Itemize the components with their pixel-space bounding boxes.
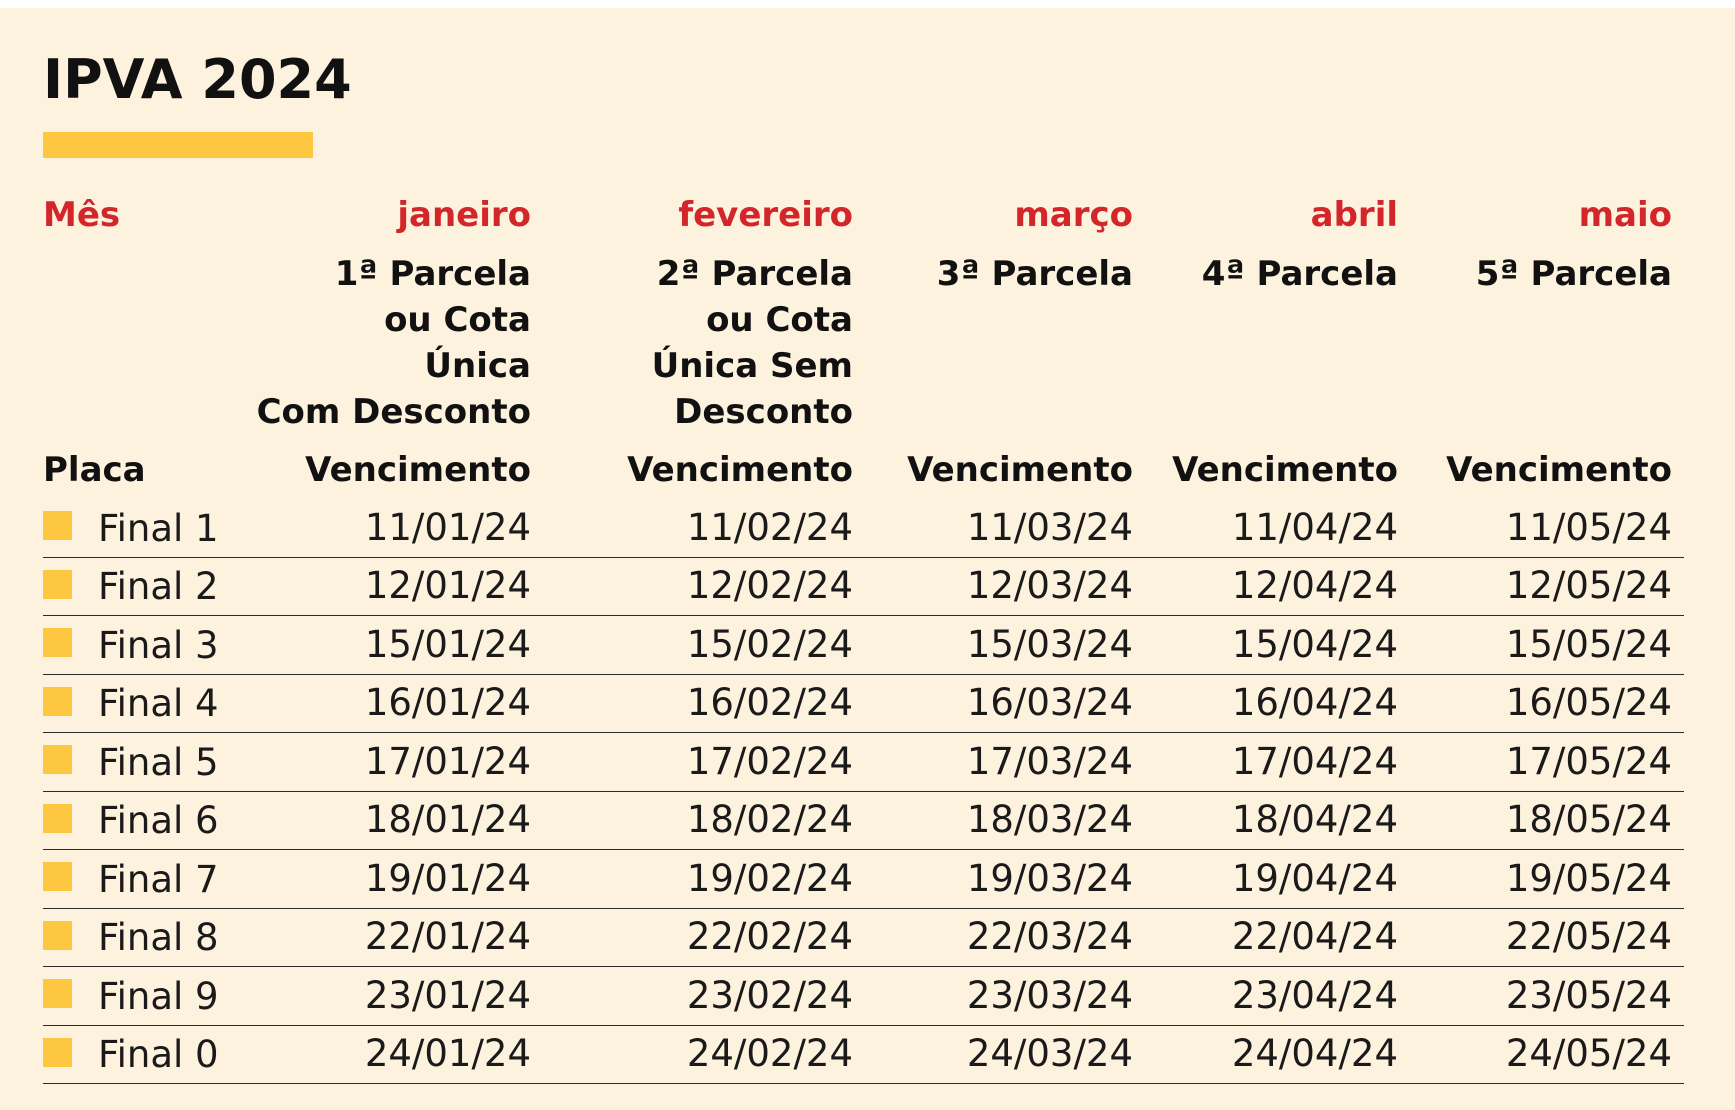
due-date-cell: 18/05/24	[1410, 791, 1684, 850]
plate-cell	[43, 967, 253, 1026]
due-date-cell: 12/04/24	[1145, 557, 1410, 616]
table-body	[43, 499, 1684, 1084]
parcel-header-empty	[43, 251, 253, 445]
plate-label: Final 9	[98, 974, 219, 1018]
due-date-cell: 19/02/24	[543, 850, 865, 909]
month-header-row	[43, 193, 1684, 251]
table-row	[43, 733, 1684, 792]
month-label: Mês	[43, 195, 121, 235]
plate-label: Final 5	[98, 740, 219, 784]
page-title: IPVA 2024	[43, 48, 352, 111]
due-date-cell: 16/01/24	[253, 674, 543, 733]
plate-cell	[43, 733, 253, 792]
yellow-square-icon	[43, 979, 72, 1008]
parcel-header-row	[43, 251, 1684, 445]
table-row	[43, 850, 1684, 909]
due-date-cell: 16/02/24	[543, 674, 865, 733]
due-date-cell: 17/05/24	[1410, 733, 1684, 792]
due-date-cell: 18/03/24	[865, 791, 1145, 850]
due-date-cell: 23/02/24	[543, 967, 865, 1026]
due-date-cell: 11/02/24	[543, 499, 865, 557]
due-date-cell: 12/03/24	[865, 557, 1145, 616]
parcel-header-2: 2ª Parcela ou Cota Única Sem Desconto	[651, 254, 853, 432]
table-row	[43, 908, 1684, 967]
due-date-cell: 15/02/24	[543, 616, 865, 675]
due-header-row	[43, 445, 1684, 499]
due-date-cell: 15/05/24	[1410, 616, 1684, 675]
plate-cell	[43, 1025, 253, 1084]
month-header-maio: maio	[1578, 195, 1672, 235]
table-row	[43, 557, 1684, 616]
table-row	[43, 791, 1684, 850]
ipva-card	[0, 8, 1735, 1110]
table-row	[43, 616, 1684, 675]
plate-label: Final 3	[98, 623, 219, 667]
month-header-marco: março	[1014, 195, 1133, 235]
yellow-square-icon	[43, 628, 72, 657]
due-date-cell: 19/03/24	[865, 850, 1145, 909]
due-date-cell: 22/04/24	[1145, 908, 1410, 967]
due-header-3: Vencimento	[907, 450, 1133, 490]
month-header-fevereiro: fevereiro	[678, 195, 853, 235]
plate-cell	[43, 499, 253, 557]
due-date-cell: 24/03/24	[865, 1025, 1145, 1084]
due-date-cell: 18/04/24	[1145, 791, 1410, 850]
table-row	[43, 1025, 1684, 1084]
plate-label: Placa	[43, 450, 146, 490]
ipva-schedule-table	[43, 193, 1684, 1084]
due-date-cell: 17/03/24	[865, 733, 1145, 792]
due-date-cell: 15/03/24	[865, 616, 1145, 675]
yellow-square-icon	[43, 921, 72, 950]
yellow-square-icon	[43, 862, 72, 891]
title-underline-bar	[43, 132, 313, 158]
yellow-square-icon	[43, 1038, 72, 1067]
due-date-cell: 18/01/24	[253, 791, 543, 850]
due-header-2: Vencimento	[627, 450, 853, 490]
due-date-cell: 23/04/24	[1145, 967, 1410, 1026]
due-date-cell: 23/01/24	[253, 967, 543, 1026]
plate-cell	[43, 791, 253, 850]
due-date-cell: 12/05/24	[1410, 557, 1684, 616]
parcel-header-5: 5ª Parcela	[1475, 254, 1672, 294]
due-date-cell: 24/02/24	[543, 1025, 865, 1084]
due-date-cell: 16/03/24	[865, 674, 1145, 733]
plate-cell	[43, 674, 253, 733]
yellow-square-icon	[43, 511, 72, 540]
parcel-header-1: 1ª Parcela ou Cota Única Com Desconto	[256, 254, 531, 432]
due-date-cell: 11/01/24	[253, 499, 543, 557]
due-date-cell: 11/03/24	[865, 499, 1145, 557]
due-date-cell: 22/05/24	[1410, 908, 1684, 967]
plate-cell	[43, 557, 253, 616]
month-header-abril: abril	[1310, 195, 1398, 235]
plate-label: Final 0	[98, 1033, 219, 1076]
yellow-square-icon	[43, 570, 72, 599]
due-date-cell: 17/02/24	[543, 733, 865, 792]
plate-label: Final 2	[98, 565, 219, 608]
yellow-square-icon	[43, 745, 72, 774]
plate-label: Final 4	[98, 682, 219, 725]
plate-cell	[43, 616, 253, 675]
due-date-cell: 23/05/24	[1410, 967, 1684, 1026]
due-date-cell: 17/04/24	[1145, 733, 1410, 792]
parcel-header-3: 3ª Parcela	[936, 254, 1133, 294]
due-date-cell: 15/04/24	[1145, 616, 1410, 675]
due-header-5: Vencimento	[1446, 450, 1672, 490]
table-row	[43, 499, 1684, 557]
table-row	[43, 967, 1684, 1026]
due-date-cell: 12/02/24	[543, 557, 865, 616]
due-date-cell: 23/03/24	[865, 967, 1145, 1026]
plate-label: Final 8	[98, 916, 219, 959]
due-date-cell: 18/02/24	[543, 791, 865, 850]
yellow-square-icon	[43, 804, 72, 833]
due-date-cell: 19/01/24	[253, 850, 543, 909]
table-row	[43, 674, 1684, 733]
plate-cell	[43, 850, 253, 909]
due-date-cell: 19/04/24	[1145, 850, 1410, 909]
due-date-cell: 22/02/24	[543, 908, 865, 967]
due-date-cell: 15/01/24	[253, 616, 543, 675]
yellow-square-icon	[43, 687, 72, 716]
plate-label: Final 6	[98, 799, 219, 842]
plate-label: Final 1	[98, 506, 219, 550]
due-date-cell: 22/01/24	[253, 908, 543, 967]
table-header	[43, 193, 1684, 499]
due-date-cell: 16/04/24	[1145, 674, 1410, 733]
due-date-cell: 24/04/24	[1145, 1025, 1410, 1084]
plate-cell	[43, 908, 253, 967]
due-date-cell: 16/05/24	[1410, 674, 1684, 733]
plate-label: Final 7	[98, 857, 219, 901]
due-date-cell: 11/05/24	[1410, 499, 1684, 557]
due-date-cell: 22/03/24	[865, 908, 1145, 967]
due-date-cell: 17/01/24	[253, 733, 543, 792]
due-date-cell: 24/01/24	[253, 1025, 543, 1084]
due-date-cell: 24/05/24	[1410, 1025, 1684, 1084]
due-header-1: Vencimento	[305, 450, 531, 490]
due-date-cell: 11/04/24	[1145, 499, 1410, 557]
parcel-header-4: 4ª Parcela	[1201, 254, 1398, 294]
due-date-cell: 12/01/24	[253, 557, 543, 616]
month-header-janeiro: janeiro	[397, 195, 531, 235]
due-header-4: Vencimento	[1172, 450, 1398, 490]
due-date-cell: 19/05/24	[1410, 850, 1684, 909]
